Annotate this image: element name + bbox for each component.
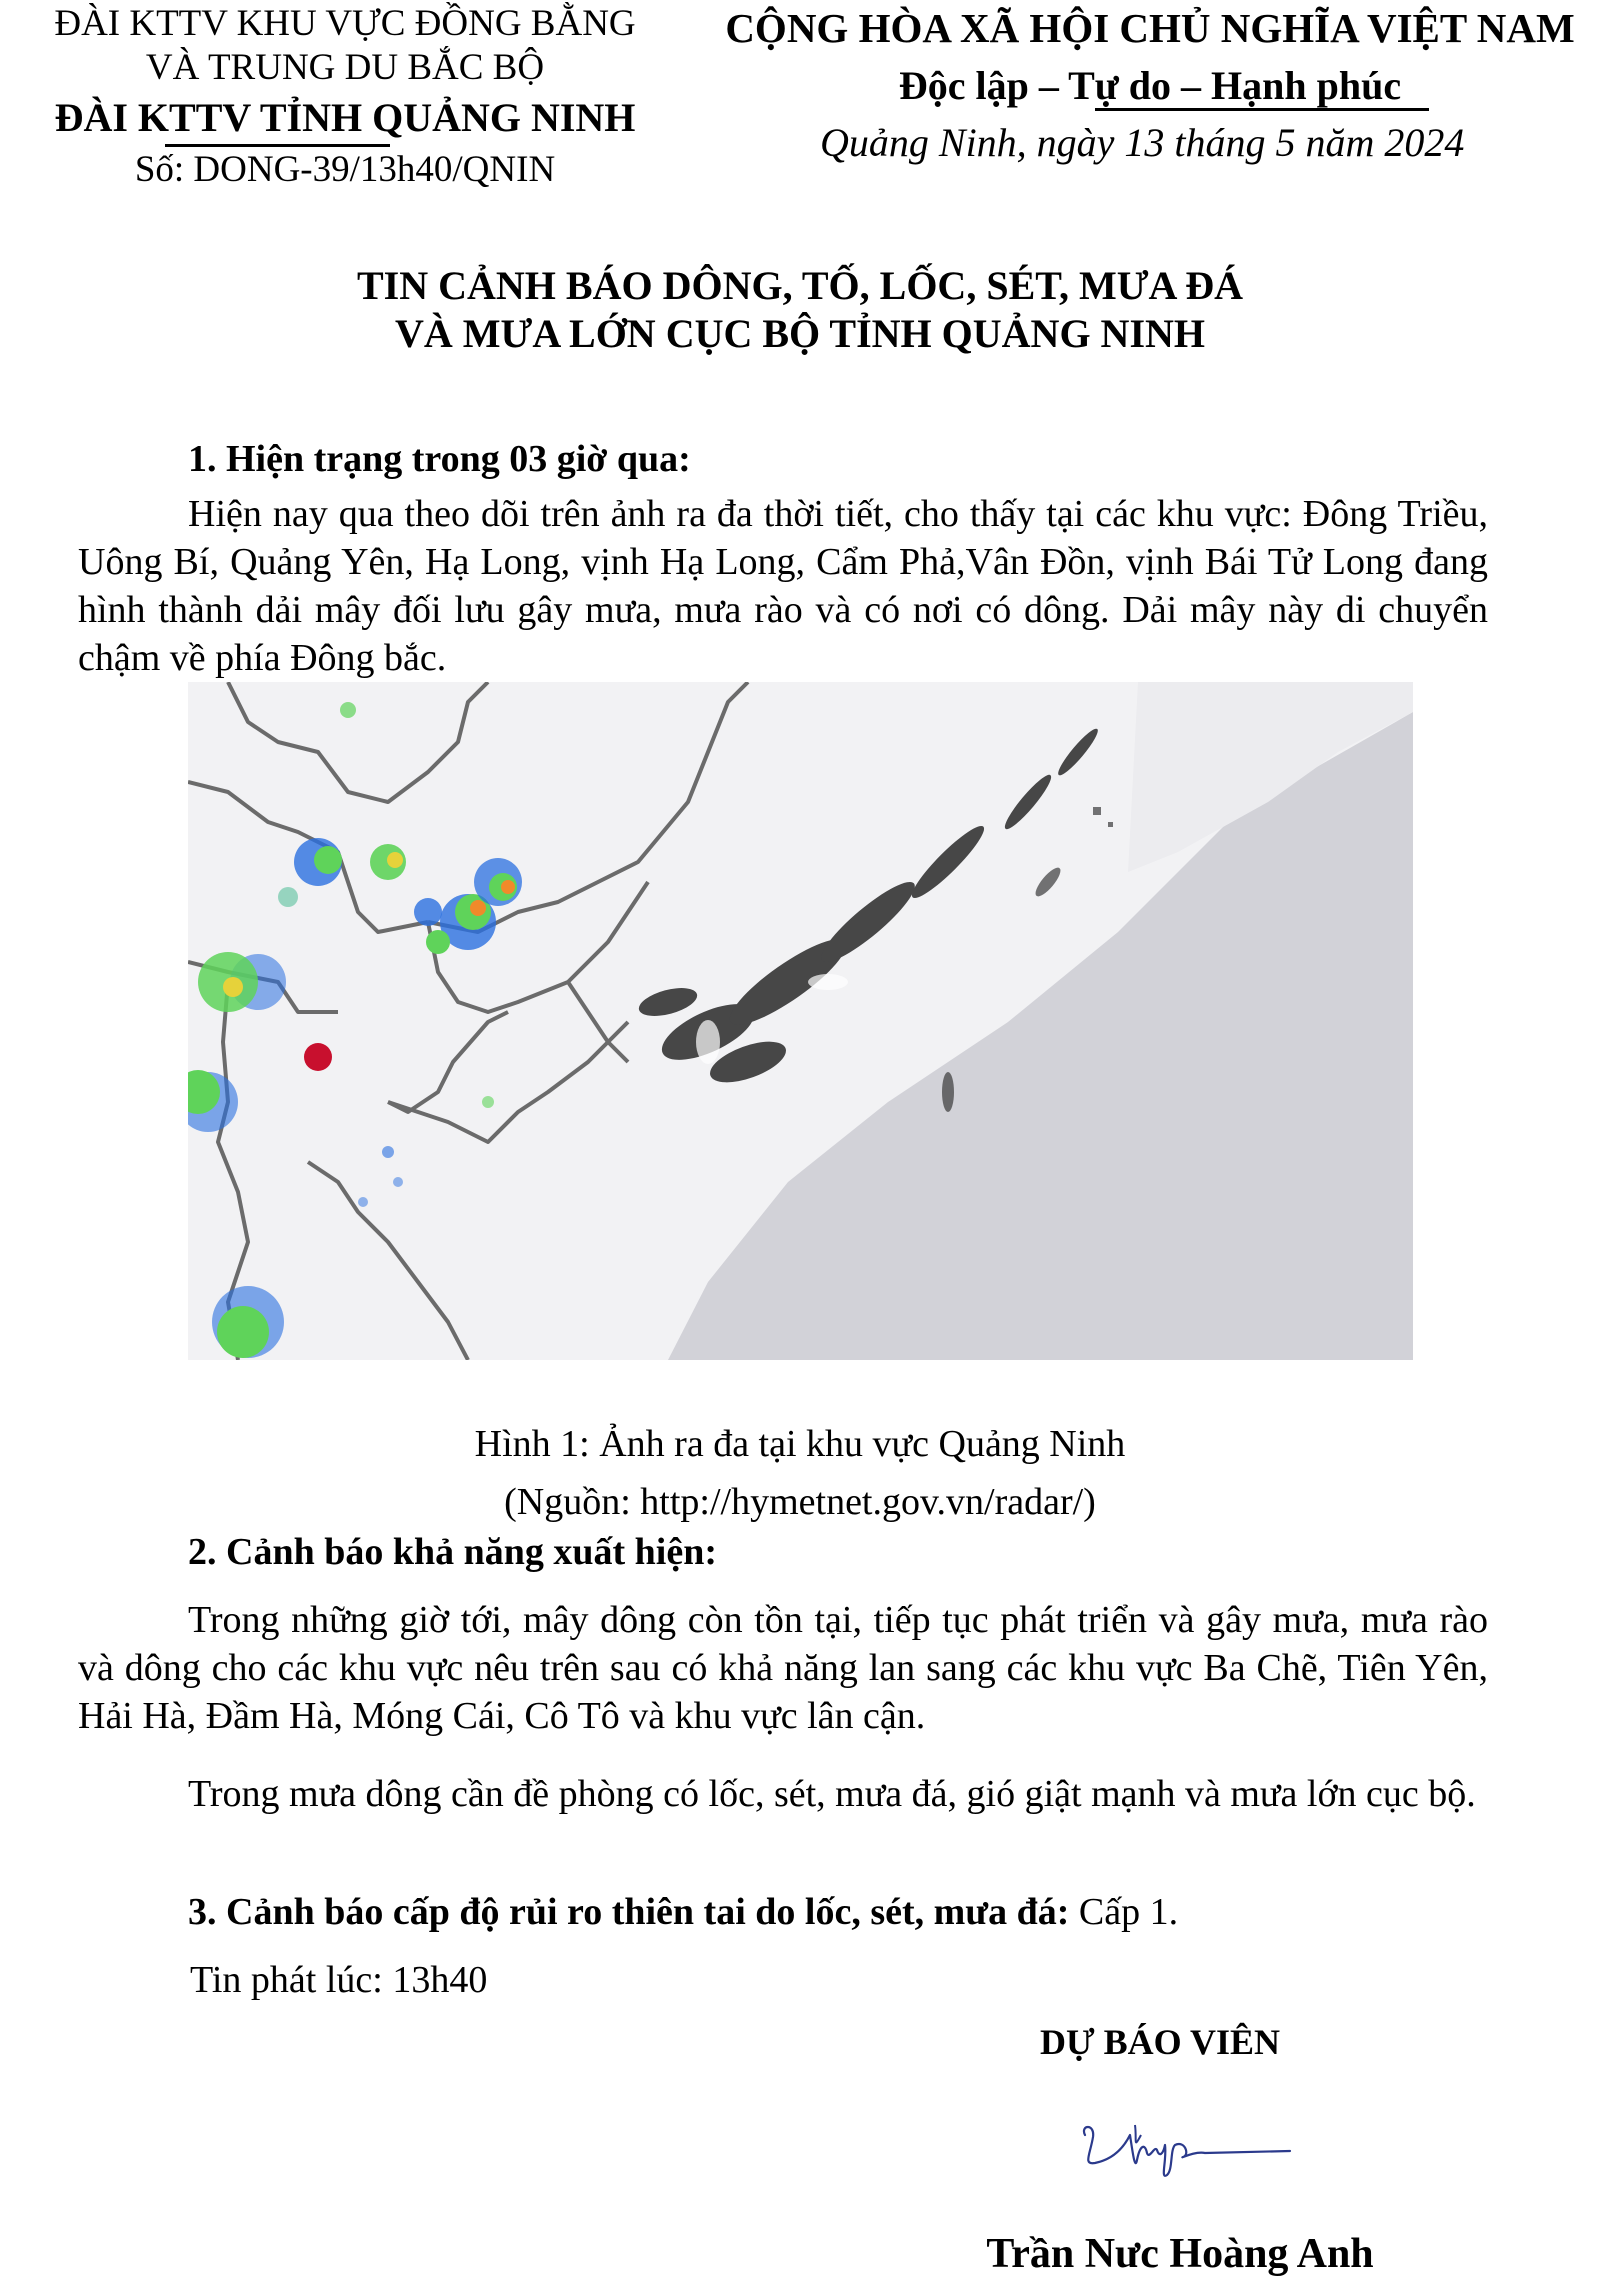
figure-caption: Hình 1: Ảnh ra đa tại khu vực Quảng Ninh — [474, 1423, 1126, 1465]
issuing-agency-name: ĐÀI KTTV TỈNH QUẢNG NINH — [54, 95, 636, 140]
radar-map-image — [188, 682, 1413, 1360]
risk-level: Cấp 1. — [1069, 1891, 1179, 1933]
section3-heading: 3. Cảnh báo cấp độ rủi ro thiên tai do lốc, sét, mưa đá: — [188, 1891, 1070, 1933]
title-line2: VÀ MƯA LỚN CỤC BỘ TỈNH QUẢNG NINH — [394, 311, 1206, 356]
issued-time: Tin phát lúc: 13h40 — [190, 1959, 488, 2001]
issuing-agency — [0, 96, 690, 140]
document-title — [0, 262, 1600, 358]
handwritten-signature — [1075, 2115, 1295, 2195]
section2-paragraph2: Trong mưa dông cần đề phòng có lốc, sét, mưa đá, gió giật mạnh và mưa lớn cục bộ. — [188, 1773, 1476, 1815]
section2-heading: 2. Cảnh báo khả năng xuất hiện: — [188, 1531, 718, 1573]
title-line1: TIN CẢNH BÁO DÔNG, TỐ, LỐC, SÉT, MƯA ĐÁ — [356, 263, 1243, 308]
figure-source: (Nguồn: http://hymetnet.gov.vn/radar/) — [504, 1481, 1096, 1523]
national-motto — [899, 60, 1401, 112]
document-number: Số: DONG-39/13h40/QNIN — [134, 149, 556, 190]
signer-title: DỰ BÁO VIÊN — [1039, 2022, 1281, 2062]
section3 — [188, 1888, 1178, 1936]
section1-paragraph: Hiện nay qua theo dõi trên ảnh ra đa thời tiết, cho thấy tại các khu vực: Đông Triều, Uông Bí, Quảng Yên, Hạ Long, vịnh Hạ Long, Cẩm Phả,Vân Đồn, vịnh Bái Tử Long đang hình thành dải mây đối lưu gây mưa, mưa rào và có nơi có dông. Dải mây này di chuyển chậm về phía Đông bắc. — [78, 493, 1488, 679]
motto-text: Độc lập – Tự do – Hạnh phúc — [898, 63, 1402, 108]
signature-icon — [1075, 2115, 1295, 2195]
parent-agency-line1: ĐÀI KTTV KHU VỰC ĐỒNG BẰNG — [54, 3, 636, 44]
motto-underline — [1095, 108, 1429, 111]
signer-name: Trần Nưc Hoàng Anh — [986, 2231, 1374, 2277]
national-header-block — [700, 0, 1600, 168]
section1-heading: 1. Hiện trạng trong 03 giờ qua: — [188, 438, 691, 480]
issuing-agency-block — [0, 0, 690, 192]
parent-agency-line2: VÀ TRUNG DU BẮC BỘ — [145, 47, 545, 88]
place-date: Quảng Ninh, ngày 13 tháng 5 năm 2024 — [820, 120, 1465, 165]
radar-map-graphic — [188, 682, 1413, 1360]
section2-paragraph1: Trong những giờ tới, mây dông còn tồn tại, tiếp tục phát triển và gây mưa, mưa rào và dông cho các khu vực nêu trên sau có khả năng lan sang các khu vực Ba Chẽ, Tiên Yên, Hải Hà, Đầm Hà, Móng Cái, Cô Tô và khu vực lân cận. — [78, 1599, 1488, 1737]
agency-underline — [165, 144, 390, 147]
national-title: CỘNG HÒA XÃ HỘI CHỦ NGHĨA VIỆT NAM — [725, 5, 1575, 51]
